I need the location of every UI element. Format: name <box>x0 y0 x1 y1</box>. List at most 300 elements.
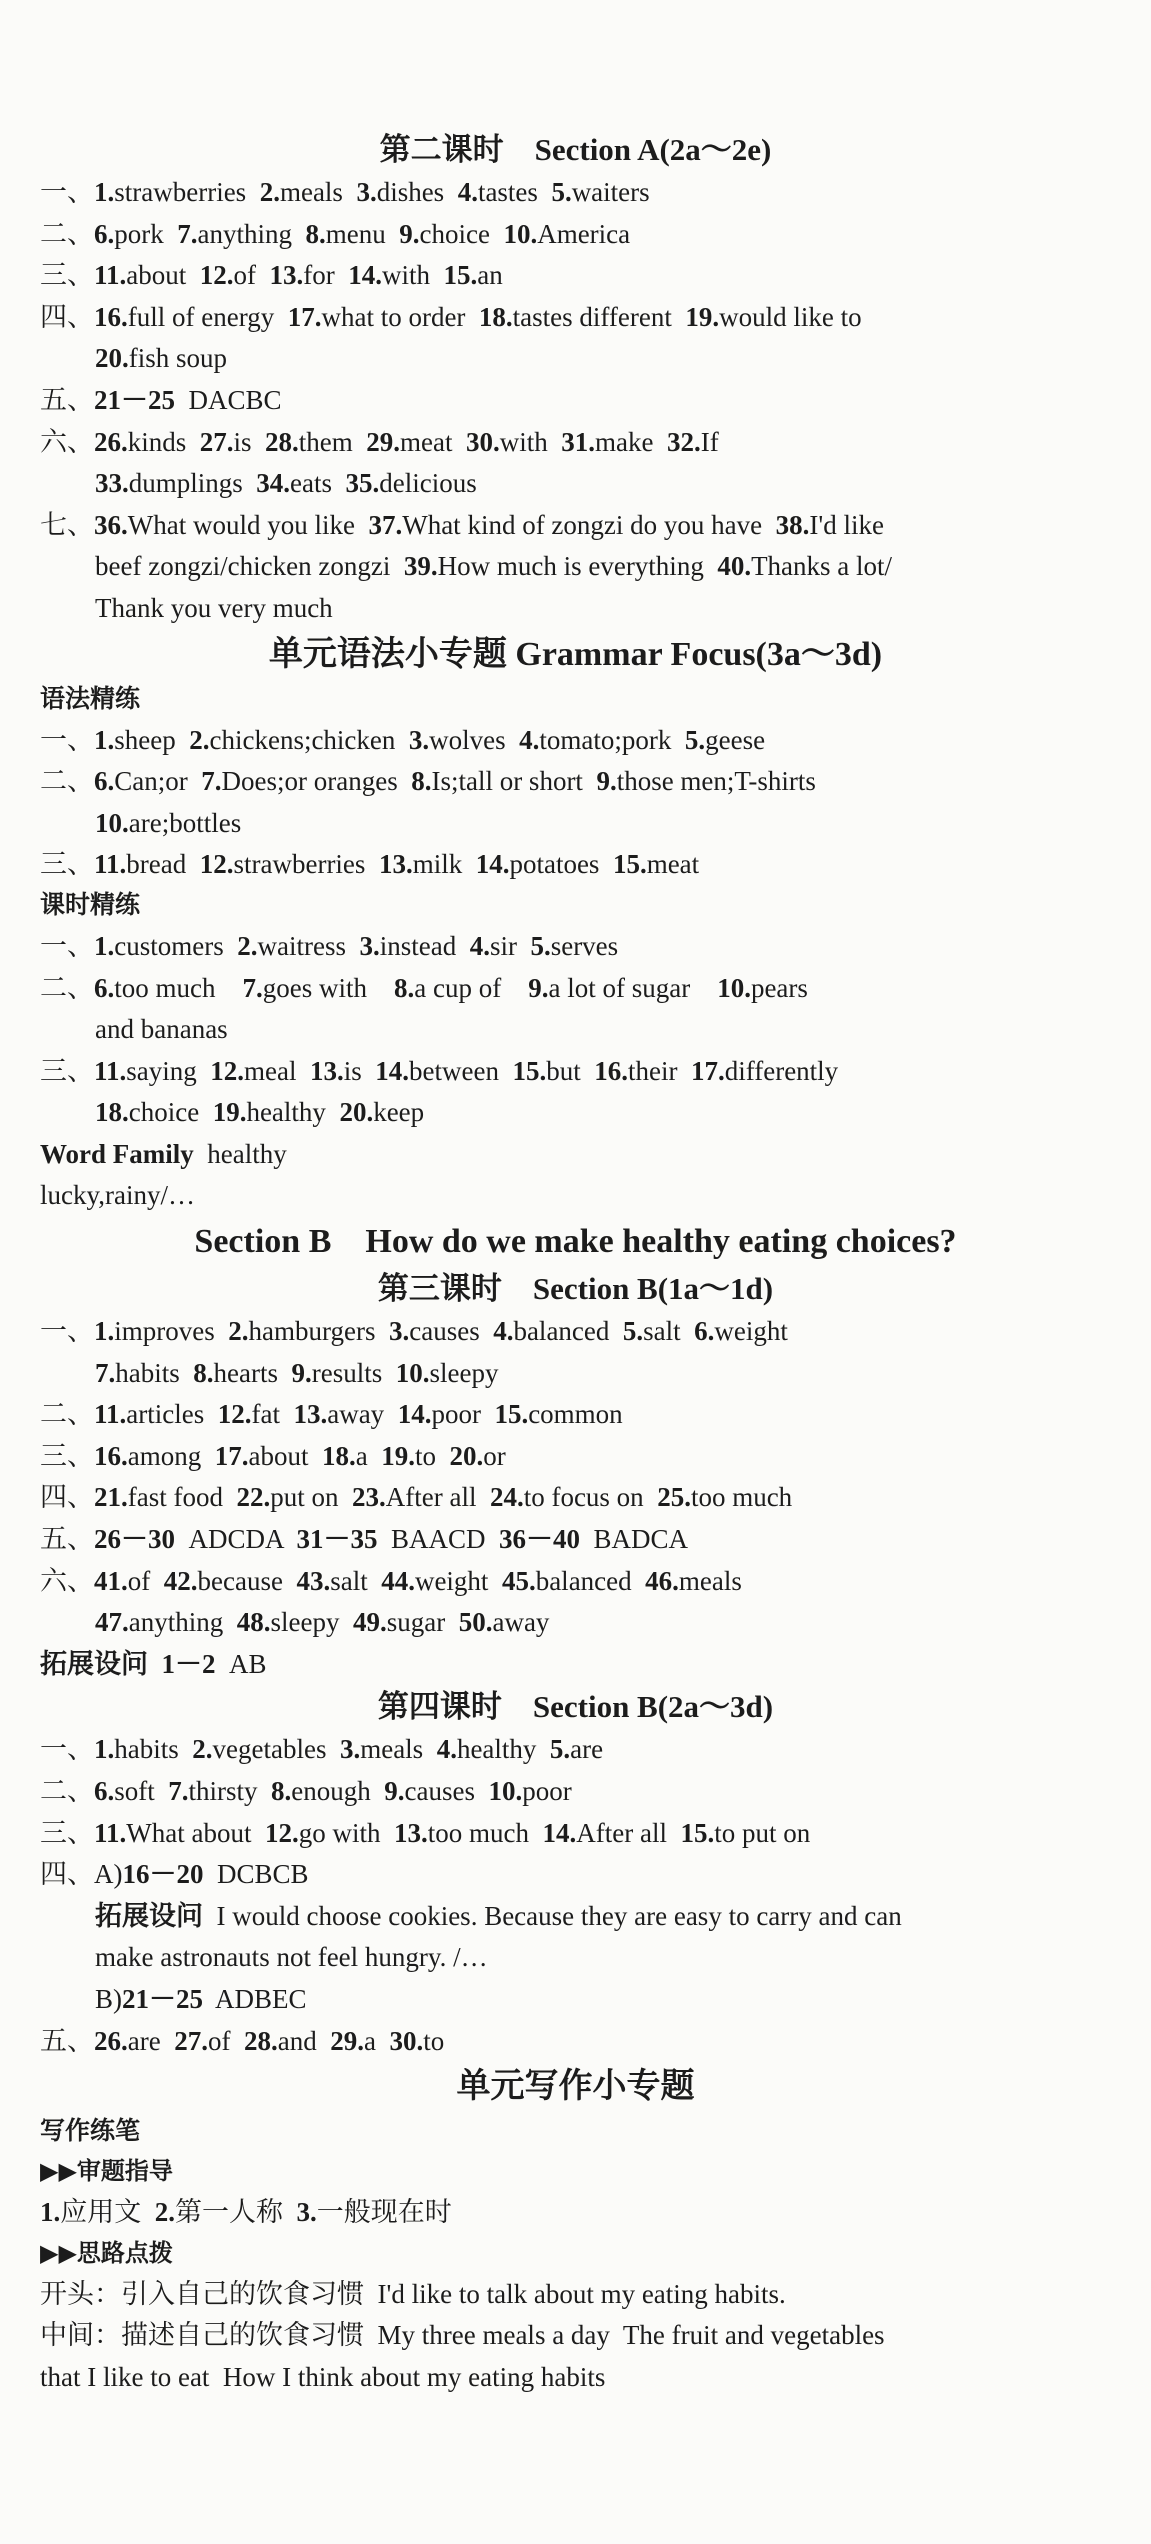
answer-text: AB <box>215 1648 267 1679</box>
section-heading: 单元语法小专题 Grammar Focus(3a～3d) <box>268 635 883 673</box>
item-number: 17. <box>214 1440 249 1471</box>
item-number: 10. <box>717 972 751 1003</box>
answer-text: causes <box>404 1776 489 1806</box>
answer-text: wolves <box>429 724 520 755</box>
answer-line <box>40 1813 1111 1855</box>
answer-text: geese <box>705 724 766 755</box>
answer-text: waiters <box>571 177 650 207</box>
item-number: 5. <box>551 177 572 207</box>
answer-text: anything <box>128 1607 237 1638</box>
answer-text: vegetables <box>212 1734 340 1765</box>
answer-text: full of energy <box>127 301 288 332</box>
answer-text: soft <box>114 1776 169 1806</box>
item-number: 9. <box>384 1776 405 1806</box>
item-number: 15. <box>443 260 478 291</box>
item-number: 10. <box>503 218 538 249</box>
answer-text: enough <box>291 1776 385 1806</box>
section-heading: 第三课时 Section B(1a～1d) <box>377 1271 774 1307</box>
answer-text: a cup of <box>414 972 529 1003</box>
item-number: 4. <box>436 1734 457 1765</box>
item-number: 21－25 <box>94 384 175 415</box>
item-number: 拓展设问 <box>95 1900 203 1931</box>
answer-text: 三、 <box>40 260 94 291</box>
item-number: 8. <box>411 766 432 797</box>
answer-text: that I like to eat How I think about my eating habits <box>40 2361 606 2392</box>
answer-text: 六、 <box>40 1565 94 1596</box>
item-number: 18. <box>322 1440 356 1471</box>
item-number: 3. <box>296 2197 317 2228</box>
answer-text: thirsty <box>188 1776 272 1806</box>
item-number: 4. <box>457 177 478 207</box>
answer-text: common <box>528 1399 623 1430</box>
item-number: 8. <box>271 1776 292 1806</box>
answer-text: is <box>233 426 266 457</box>
answer-text: sugar <box>386 1607 459 1638</box>
answer-text: 第一人称 <box>175 2197 297 2228</box>
item-number: 9. <box>291 1357 312 1388</box>
answer-text: 三、 <box>40 1817 94 1848</box>
answer-text: weight <box>414 1565 502 1596</box>
answer-text: for <box>303 260 349 291</box>
answer-text: 一般现在时 <box>316 2197 452 2228</box>
item-number: 48. <box>236 1607 271 1638</box>
answer-text: ADBEC <box>203 1983 307 2014</box>
answer-text: hearts <box>213 1357 292 1388</box>
item-number: 6. <box>94 218 115 249</box>
answer-line <box>40 546 1111 588</box>
answer-line <box>40 1854 1111 1896</box>
answer-text: 一、 <box>40 724 94 755</box>
item-number: 31－35 <box>296 1524 378 1555</box>
item-number: 23. <box>352 1482 386 1513</box>
answer-line <box>40 1602 1111 1644</box>
answer-text: of <box>127 1565 164 1596</box>
answer-line <box>40 1092 1111 1134</box>
item-number: 1. <box>94 724 115 755</box>
answer-text: habits <box>114 1734 193 1765</box>
answer-text: meals <box>279 177 357 207</box>
item-number: 5. <box>684 724 706 755</box>
item-number: 49. <box>352 1607 387 1638</box>
item-number: 14. <box>542 1817 577 1848</box>
answer-text: 四、 <box>40 1482 94 1513</box>
answer-text: lucky,rainy/… <box>40 1180 195 1211</box>
answer-text: Can;or <box>114 766 202 797</box>
answer-text: tastes <box>477 177 552 207</box>
item-number: 18. <box>95 1097 129 1128</box>
answer-text: 一、 <box>40 177 94 207</box>
answer-text: What kind of zongzi do you have <box>402 509 776 540</box>
answer-text: 五、 <box>40 384 94 415</box>
item-number: 14. <box>375 1055 410 1086</box>
answer-line <box>40 1353 1111 1395</box>
item-number: 2. <box>259 177 280 207</box>
item-number: 2. <box>237 930 258 961</box>
item-number: 28. <box>243 2025 278 2056</box>
answer-line <box>40 297 1111 339</box>
sub-heading: ▶▶审题指导 <box>40 2159 173 2186</box>
answer-text: go with <box>298 1817 394 1848</box>
item-number: 36. <box>94 509 128 540</box>
answer-line <box>40 2274 1111 2316</box>
answer-text: BADCA <box>580 1524 689 1555</box>
answer-text: them <box>298 426 367 457</box>
answer-text: make <box>595 426 668 457</box>
item-number: 3. <box>388 1316 410 1347</box>
answer-text: away <box>327 1399 398 1430</box>
answer-text: and <box>277 2025 331 2056</box>
item-number: 50. <box>458 1607 493 1638</box>
answer-text: 七、 <box>40 509 94 540</box>
answer-text: healthy <box>193 1138 287 1169</box>
answer-text: America <box>537 218 631 249</box>
item-number: 45. <box>501 1565 536 1596</box>
item-number: 8. <box>305 218 326 249</box>
item-number: 16. <box>594 1055 628 1086</box>
answer-text: 二、 <box>40 766 94 797</box>
answer-text: poor <box>522 1776 572 1806</box>
answer-text: a lot of sugar <box>548 972 718 1003</box>
answer-text: causes <box>409 1316 494 1347</box>
answer-text: 应用文 <box>60 2197 155 2228</box>
item-number: 11. <box>94 1817 127 1848</box>
answer-line <box>40 505 1111 547</box>
answer-text: salt <box>643 1316 695 1347</box>
answer-line <box>40 968 1111 1010</box>
item-number: 13. <box>378 849 413 880</box>
answer-text: an <box>477 260 503 291</box>
answer-text: serves <box>550 930 619 961</box>
item-number: 29. <box>330 2025 364 2056</box>
answer-line <box>40 2315 1111 2357</box>
answer-text: meat <box>646 849 700 880</box>
answer-text: a <box>355 1440 382 1471</box>
item-number: 14. <box>475 849 510 880</box>
answer-text: or <box>483 1440 506 1471</box>
answer-text: waitress <box>257 930 360 961</box>
item-number: 20. <box>339 1097 374 1128</box>
answer-text: differently <box>724 1055 839 1086</box>
item-number: 13. <box>293 1399 328 1430</box>
section-heading: 第四课时 Section B(2a～3d) <box>377 1689 774 1725</box>
answer-text: kinds <box>127 426 200 457</box>
answer-text: their <box>627 1055 691 1086</box>
item-number: 3. <box>408 724 430 755</box>
item-number: 31. <box>561 426 596 457</box>
answer-line <box>40 720 1111 762</box>
item-number: 13. <box>269 260 304 291</box>
answer-text: fish soup <box>128 343 228 374</box>
answer-text: 二、 <box>40 1399 94 1430</box>
item-number: 1. <box>94 930 115 961</box>
item-number: 4. <box>519 724 540 755</box>
answer-text: improves <box>114 1316 229 1347</box>
answer-text: DACBC <box>175 384 282 415</box>
item-number: 6. <box>94 766 115 797</box>
answer-line <box>40 463 1111 505</box>
item-number: 42. <box>163 1565 198 1596</box>
item-number: 12. <box>210 1055 245 1086</box>
answer-text: milk <box>412 849 476 880</box>
item-number: 26. <box>94 2025 128 2056</box>
item-number: 19. <box>212 1097 247 1128</box>
item-number: 2. <box>192 1734 213 1765</box>
answer-text: chickens;chicken <box>209 724 409 755</box>
answer-text: would like to <box>719 301 862 332</box>
item-number: 1. <box>94 177 115 207</box>
answer-text: to <box>414 1440 450 1471</box>
answer-text: weight <box>714 1316 788 1347</box>
item-number: 15. <box>680 1817 715 1848</box>
answer-line <box>40 588 1111 630</box>
item-number: 38. <box>775 509 810 540</box>
sub-heading: ▶▶思路点拨 <box>40 2240 173 2267</box>
answer-text: away <box>492 1607 550 1638</box>
answer-text: and bananas <box>95 1014 228 1045</box>
answer-text: 一、 <box>40 930 94 961</box>
answer-line <box>40 1009 1111 1051</box>
answer-text: BAACD <box>377 1524 500 1555</box>
answer-text: make astronauts not feel hungry. /… <box>95 1942 488 1973</box>
item-number: 32. <box>667 426 701 457</box>
item-number: 1. <box>94 1734 115 1765</box>
answer-text: 二、 <box>40 972 94 1003</box>
item-number: 14. <box>397 1399 432 1430</box>
item-number: 40. <box>717 551 752 582</box>
answer-line <box>40 1937 1111 1979</box>
answer-text: are <box>570 1734 604 1765</box>
answer-text: salt <box>330 1565 382 1596</box>
item-number: 13. <box>310 1055 344 1086</box>
answer-line <box>40 1979 1111 2021</box>
item-number: 2. <box>154 2197 175 2228</box>
item-number: 46. <box>645 1565 679 1596</box>
item-number: 11. <box>94 260 127 291</box>
item-number: 11. <box>94 849 127 880</box>
answer-text: After all <box>576 1817 681 1848</box>
item-number: 20. <box>449 1440 484 1471</box>
item-number: 13. <box>394 1817 428 1848</box>
item-number: 7. <box>177 218 198 249</box>
answer-text: dishes <box>376 177 458 207</box>
item-number: 26. <box>94 426 128 457</box>
item-number: 3. <box>359 930 380 961</box>
answer-text: of <box>207 2025 244 2056</box>
answer-text: 二、 <box>40 1776 94 1806</box>
answer-text: among <box>127 1440 215 1471</box>
answer-text: potatoes <box>509 849 613 880</box>
answer-line <box>40 844 1111 886</box>
answer-text: to focus on <box>523 1482 658 1513</box>
item-number: 47. <box>95 1607 129 1638</box>
item-number: 5. <box>530 930 551 961</box>
item-number: 19. <box>381 1440 415 1471</box>
answer-line <box>40 380 1111 422</box>
item-number: 27. <box>174 2025 208 2056</box>
answer-text: 四、A) <box>40 1859 123 1890</box>
sub-heading: 写作练笔 <box>40 2118 141 2146</box>
answer-text: too much <box>114 972 243 1003</box>
item-number: 43. <box>296 1565 331 1596</box>
answer-line <box>40 1311 1111 1353</box>
item-number: 34. <box>256 468 291 499</box>
item-number: 16. <box>94 301 128 332</box>
answer-text: After all <box>385 1482 490 1513</box>
answer-line <box>40 2192 1111 2234</box>
answer-text: too much <box>427 1817 543 1848</box>
section-heading: 单元写作小专题 <box>456 2068 695 2106</box>
item-number: 39. <box>403 551 438 582</box>
item-number: 27. <box>199 426 234 457</box>
answer-line <box>40 1561 1111 1603</box>
answer-text: customers <box>114 930 238 961</box>
item-number: 30. <box>466 426 500 457</box>
answer-line <box>40 2021 1111 2063</box>
answer-line <box>40 1477 1111 1519</box>
answer-text: 三、 <box>40 849 94 880</box>
answer-text: instead <box>379 930 470 961</box>
answer-line <box>40 761 1111 803</box>
answer-text: choice <box>128 1097 213 1128</box>
item-number: 19. <box>685 301 720 332</box>
item-number: 14. <box>348 260 382 291</box>
item-number: 17. <box>287 301 322 332</box>
answer-text: 四、 <box>40 301 94 332</box>
item-number: 15. <box>494 1399 529 1430</box>
answer-text: a <box>363 2025 390 2056</box>
item-number: 37. <box>368 509 403 540</box>
answer-text: to <box>423 2025 445 2056</box>
answer-text: with <box>499 426 562 457</box>
item-number: 6. <box>694 1316 715 1347</box>
item-number: 33. <box>95 468 129 499</box>
answer-text: meals <box>360 1734 437 1765</box>
answer-line <box>40 1051 1111 1093</box>
answer-text: saying <box>126 1055 211 1086</box>
item-number: 12. <box>217 1399 252 1430</box>
item-number: 拓展设问 1－2 <box>40 1648 216 1679</box>
answer-text: 开头：引入自己的饮食习惯 I'd like to talk about my eating habits. <box>40 2278 786 2309</box>
answer-text: are;bottles <box>128 807 242 838</box>
answer-line <box>40 172 1111 214</box>
answer-text: of <box>233 260 270 291</box>
answer-text: about <box>248 1440 322 1471</box>
answer-text: 三、 <box>40 1440 94 1471</box>
answer-text: between <box>409 1055 513 1086</box>
item-number: 29. <box>366 426 401 457</box>
item-number: 8. <box>394 972 415 1003</box>
answer-text: 二、 <box>40 218 94 249</box>
answer-text: fat <box>251 1399 294 1430</box>
item-number: 26－30 <box>94 1524 175 1555</box>
item-number: 7. <box>242 972 263 1003</box>
answer-line <box>40 1436 1111 1478</box>
answer-text: meat <box>400 426 467 457</box>
answer-line <box>40 2357 1111 2399</box>
sub-heading: 语法精练 <box>40 685 141 713</box>
item-number: 16. <box>94 1440 128 1471</box>
answer-text: with <box>382 260 444 291</box>
item-number: 12. <box>264 1817 299 1848</box>
item-number: 3. <box>339 1734 361 1765</box>
answer-text: If <box>700 426 719 457</box>
item-number: 41. <box>94 1565 128 1596</box>
item-number: 12. <box>199 260 234 291</box>
answer-line <box>40 338 1111 380</box>
item-number: 9. <box>596 766 617 797</box>
answer-text: B) <box>95 1983 122 2014</box>
answer-text: tastes different <box>512 301 686 332</box>
answer-line <box>40 1134 1111 1176</box>
answer-text: healthy <box>456 1734 550 1765</box>
answer-text: eats <box>290 468 346 499</box>
answer-text: 六、 <box>40 426 94 457</box>
answer-text: delicious <box>379 468 477 499</box>
answer-text: poor <box>431 1399 495 1430</box>
answer-text: ADCDA <box>175 1524 297 1555</box>
answer-line <box>40 1175 1111 1217</box>
answer-line <box>40 1519 1111 1561</box>
section-heading: Section B How do we make healthy eating choices? <box>194 1223 957 1261</box>
item-number: 7. <box>168 1776 189 1806</box>
item-number: 11. <box>94 1399 127 1430</box>
item-number: 21. <box>94 1482 128 1513</box>
answer-text: what to order <box>321 301 479 332</box>
answer-text: articles <box>126 1399 218 1430</box>
item-number: 24. <box>489 1482 524 1513</box>
answer-text: 五、 <box>40 2025 94 2056</box>
item-number: 15. <box>512 1055 547 1086</box>
sub-heading: 课时精练 <box>40 891 141 919</box>
answer-text: those men;T-shirts <box>616 766 816 797</box>
item-number: 20. <box>95 343 129 374</box>
answer-text: hamburgers <box>248 1316 389 1347</box>
answer-text: 三、 <box>40 1055 94 1086</box>
answer-text: results <box>311 1357 396 1388</box>
item-number: 18. <box>478 301 513 332</box>
answer-line <box>40 1394 1111 1436</box>
item-number: 16－20 <box>122 1859 204 1890</box>
answer-line <box>40 1644 1111 1686</box>
answer-text: What about <box>126 1817 265 1848</box>
item-number: 22. <box>236 1482 271 1513</box>
item-number: 8. <box>193 1357 214 1388</box>
answer-text: bread <box>126 849 200 880</box>
item-number: 5. <box>622 1316 644 1347</box>
item-number: 5. <box>549 1734 571 1765</box>
item-number: 2. <box>228 1316 249 1347</box>
answer-text: too much <box>690 1482 793 1513</box>
item-number: 17. <box>690 1055 725 1086</box>
answer-text: balanced <box>535 1565 646 1596</box>
answer-text: anything <box>197 218 306 249</box>
item-number: 12. <box>199 849 234 880</box>
answer-text: I would choose cookies. Because they are easy to carry and can <box>203 1900 902 1931</box>
answer-text: Thank you very much <box>95 592 333 623</box>
answer-text: 中间：描述自己的饮食习惯 My three meals a day The fruit and vegetables <box>40 2320 885 2351</box>
answer-text: meals <box>678 1565 742 1596</box>
answer-text: goes with <box>262 972 394 1003</box>
answer-line <box>40 422 1111 464</box>
answer-text: 一、 <box>40 1316 94 1347</box>
answer-text: Thanks a lot/ <box>751 551 893 582</box>
answer-text: strawberries <box>114 177 260 207</box>
answer-text: dumplings <box>128 468 257 499</box>
answer-text: keep <box>373 1097 425 1128</box>
answer-line <box>40 926 1111 968</box>
item-number: Word Family <box>40 1138 194 1169</box>
item-number: 7. <box>201 766 222 797</box>
